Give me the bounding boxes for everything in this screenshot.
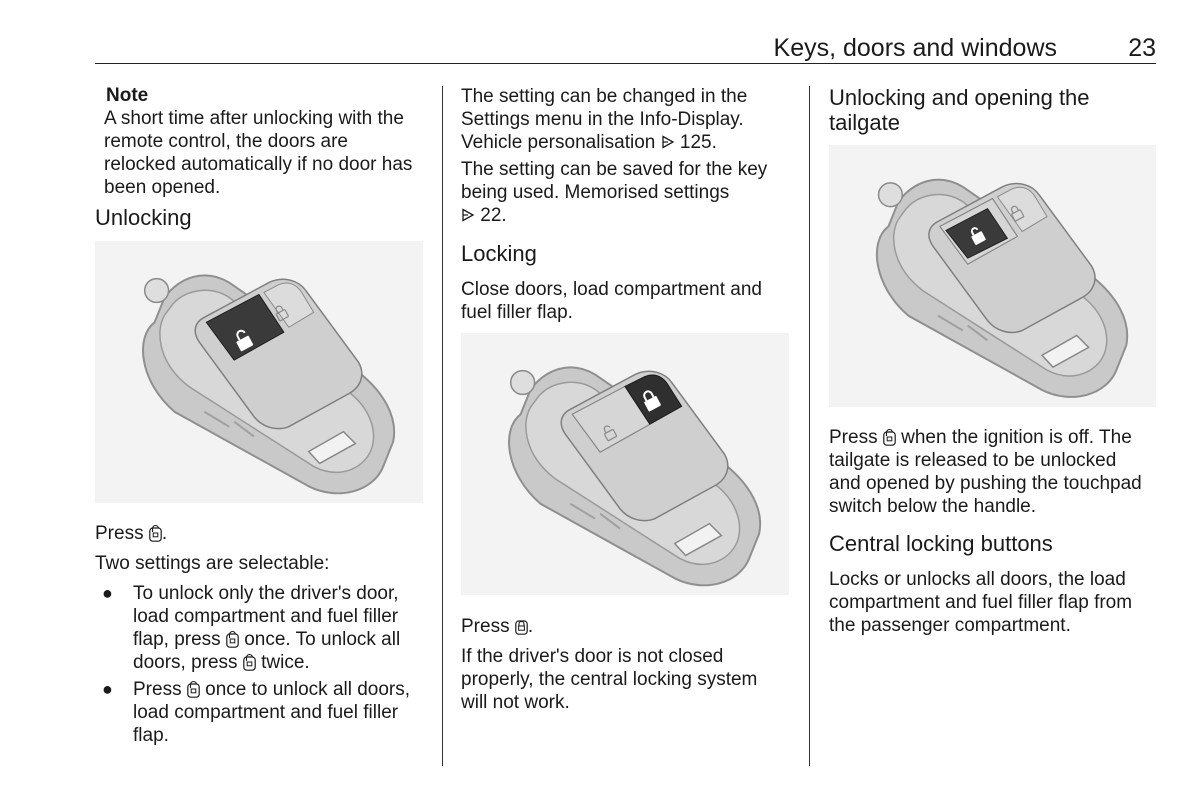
line [461,131,747,154]
bullet-line [133,628,400,651]
line: being used. Memorised settings [461,182,730,203]
two-settings-text: Two settings are selectable: [95,553,330,574]
line: fuel filler flap. [461,302,573,323]
saved-paragraph [461,158,767,227]
column-divider-2 [809,86,810,766]
header-rule [95,63,1156,64]
figure-lock-key [461,333,789,595]
text: flap, press [133,629,221,650]
text: once. To unlock all [244,629,401,650]
bullet-line [133,678,410,701]
text: once to unlock all doors, [205,679,411,700]
key-fob-icon [829,145,1156,407]
note-line: been opened. [104,177,221,198]
line: compartment and fuel filler flap from [829,592,1133,613]
period: . [161,523,168,544]
text: when the ignition is off. The [901,427,1132,448]
press-unlock-line [95,522,167,545]
text: doors, press [133,652,238,673]
unlock-symbol-icon [187,679,200,698]
bullet-line: load compartment and fuel filler [133,702,399,723]
line: Close doors, load compartment and [461,279,762,300]
text: Vehicle personalisation [461,132,656,153]
page-number: 23 [1128,34,1156,62]
column-divider-1 [442,86,443,766]
page-reference-arrow-icon [661,135,675,149]
heading-line: Unlocking and opening the [829,85,1090,110]
line: and opened by pushing the touchpad [829,473,1142,494]
lock-symbol-icon [515,616,528,635]
note-line: relocked automatically if no door has [104,154,413,175]
figure-unlock-key [95,241,423,503]
line: If the driver's door is not closed [461,646,724,667]
line [461,204,767,227]
line: tailgate is released to be unlocked [829,450,1117,471]
settings-paragraph [461,85,747,154]
unlock-symbol-icon [149,523,162,542]
locking-text [461,278,762,324]
heading-unlocking: Unlocking [95,205,192,230]
page-ref: 22. [480,205,507,226]
line: the passenger compartment. [829,615,1071,636]
bullet-line: To unlock only the driver's door, [133,583,399,604]
press-lock-line [461,615,533,638]
heading-tailgate [829,85,1090,135]
note-label: Note [106,85,149,106]
line [829,426,1142,449]
press-label: Press [461,616,510,637]
warning-text [461,645,757,714]
tailgate-text [829,426,1142,518]
unlock-symbol-icon [226,629,239,648]
key-fob-icon [95,241,423,503]
page-reference-arrow-icon [461,208,475,222]
period: . [527,616,534,637]
section-title: Keys, doors and windows [773,34,1057,62]
page-ref: 125. [679,132,717,153]
heading-locking: Locking [461,241,537,266]
figure-tailgate-key [829,145,1156,407]
bullet-icon: ● [102,583,113,603]
central-locking-text [829,568,1132,637]
line: will not work. [461,692,570,713]
line: The setting can be changed in the [461,86,748,107]
note-line: remote control, the doors are [104,131,348,152]
line: switch below the handle. [829,496,1037,517]
bullet-line: flap. [133,725,169,746]
press-label: Press [95,523,144,544]
heading-line: tailgate [829,110,900,135]
bullet-1-text [133,582,400,674]
line: Settings menu in the Info-Display. [461,109,744,130]
bullet-line [133,651,400,674]
bullet-2-text [133,678,410,747]
line: The setting can be saved for the key [461,159,768,180]
note-text [104,107,412,199]
bullet-icon: ● [102,679,113,699]
text: Press [829,427,878,448]
text: Press [133,679,182,700]
note-line: A short time after unlocking with the [104,108,404,129]
unlock-symbol-icon [243,652,256,671]
bullet-line: load compartment and fuel filler [133,606,399,627]
line: properly, the central locking system [461,669,758,690]
heading-central-locking: Central locking buttons [829,531,1053,556]
unlock-symbol-icon [883,427,896,446]
text: twice. [261,652,310,673]
line: Locks or unlocks all doors, the load [829,569,1126,590]
key-fob-icon [461,333,789,595]
